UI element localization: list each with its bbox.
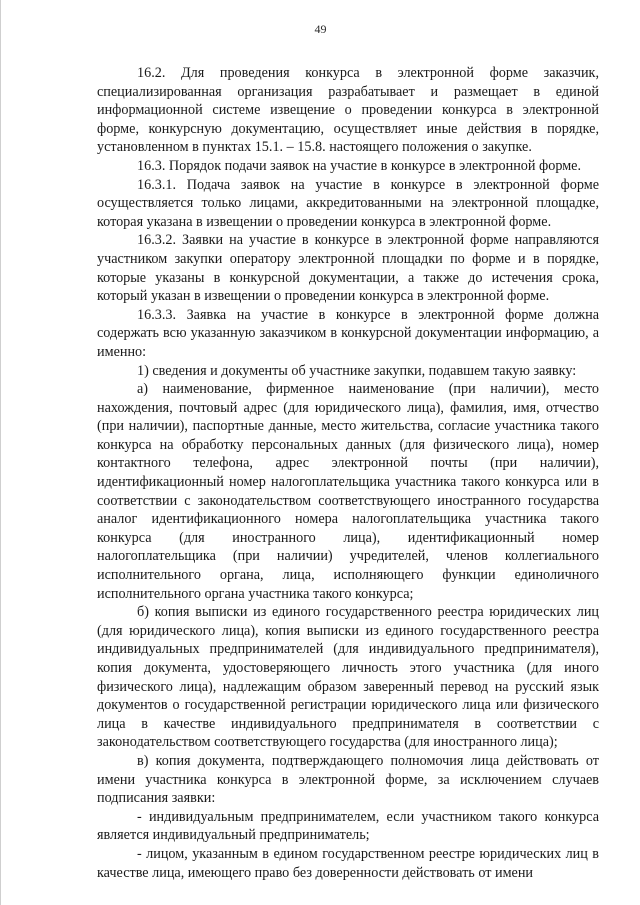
paragraph-item-a: а) наименование, фирменное наименование (при наличии), место нахождения, почтовый адрес (для юридического лица), фамилия, имя, отчество (при наличии), паспортные данные, место жительства, согласие участника такого конкурса на обработку персональных данных (для физического лица), номер контактного телефона, адрес электронной почты (при наличии), идентификационный номер налогоплательщика участника такого конкурса или в соответствии с законодательством соответствующего иностранного государства аналог идентификационного номера налогоплательщика участника такого конкурса (для иностранного лица), идентификационный номер налогоплательщика (при наличии) учредителей, членов коллегиального исполнительного органа, лица, исполняющего функции единоличного исполнительного органа участника такого конкурса; (97, 381, 599, 602)
paragraph-16-3: 16.3. Порядок подачи заявок на участие в конкурсе в электронной форме. (137, 157, 582, 174)
paragraph-dash-2: - лицом, указанным в едином государственном реестре юридических лиц в качестве лица, имеющего право без доверенности действовать от имени (97, 845, 599, 881)
paragraph-item-1: 1) сведения и документы об участнике закупки, подавшем такую заявку: (137, 362, 577, 379)
paragraph-16-3-1: 16.3.1. Подача заявок на участие в конкурсе в электронной форме осуществляется только лицами, аккредитованными на электронной площадке, которая указана в извещении о проведении конкурса в электронной форме. (97, 176, 599, 230)
paragraph-16-3-3: 16.3.3. Заявка на участие в конкурсе в электронной форме должна содержать всю указанную заказчиком в конкурсной документации информацию, а именно: (97, 306, 599, 360)
paragraph-dash-1: - индивидуальным предпринимателем, если участником такого конкурса является индивидуальный предприниматель; (97, 808, 599, 844)
paragraph-item-b: б) копия выписки из единого государственного реестра юридических лиц (для юридического лица), копия выписки из единого государственного реестра индивидуальных предпринимателей (для индивидуального предпринимателя), копия документа, удостоверяющего личность этого участника (для иного физического лица), надлежащим образом заверенный перевод на русский язык документов о государственной регистрации юридического лица или физического лица в качестве индивидуального предпринимателя в соответствии с законодательством соответствующего государства (для иностранного лица); (97, 604, 599, 751)
paragraph-16-3-2: 16.3.2. Заявки на участие в конкурсе в электронной форме направляются участником закупки оператору электронной площадки по форме и в порядке, которые указаны в конкурсной документации, а также до истечения срока, который указан в извещении о проведении конкурса в электронной форме. (97, 232, 599, 305)
paragraph-item-v: в) копия документа, подтверждающего полномочия лица действовать от имени участника конкурса в электронной форме, за исключением случаев подписания заявки: (97, 752, 599, 807)
page-number: 49 (314, 22, 327, 36)
document-body (97, 64, 599, 882)
paragraph-16-2: 16.2. Для проведения конкурса в электронной форме заказчик, специализированная организация разрабатывает и размещает в единой информационной системе извещение о проведении конкурса в электронной форме, конкурсную документацию, осуществляет иные действия в порядке, установленном в пунктах 15.1. – 15.8. настоящего положения о закупке. (97, 65, 599, 156)
